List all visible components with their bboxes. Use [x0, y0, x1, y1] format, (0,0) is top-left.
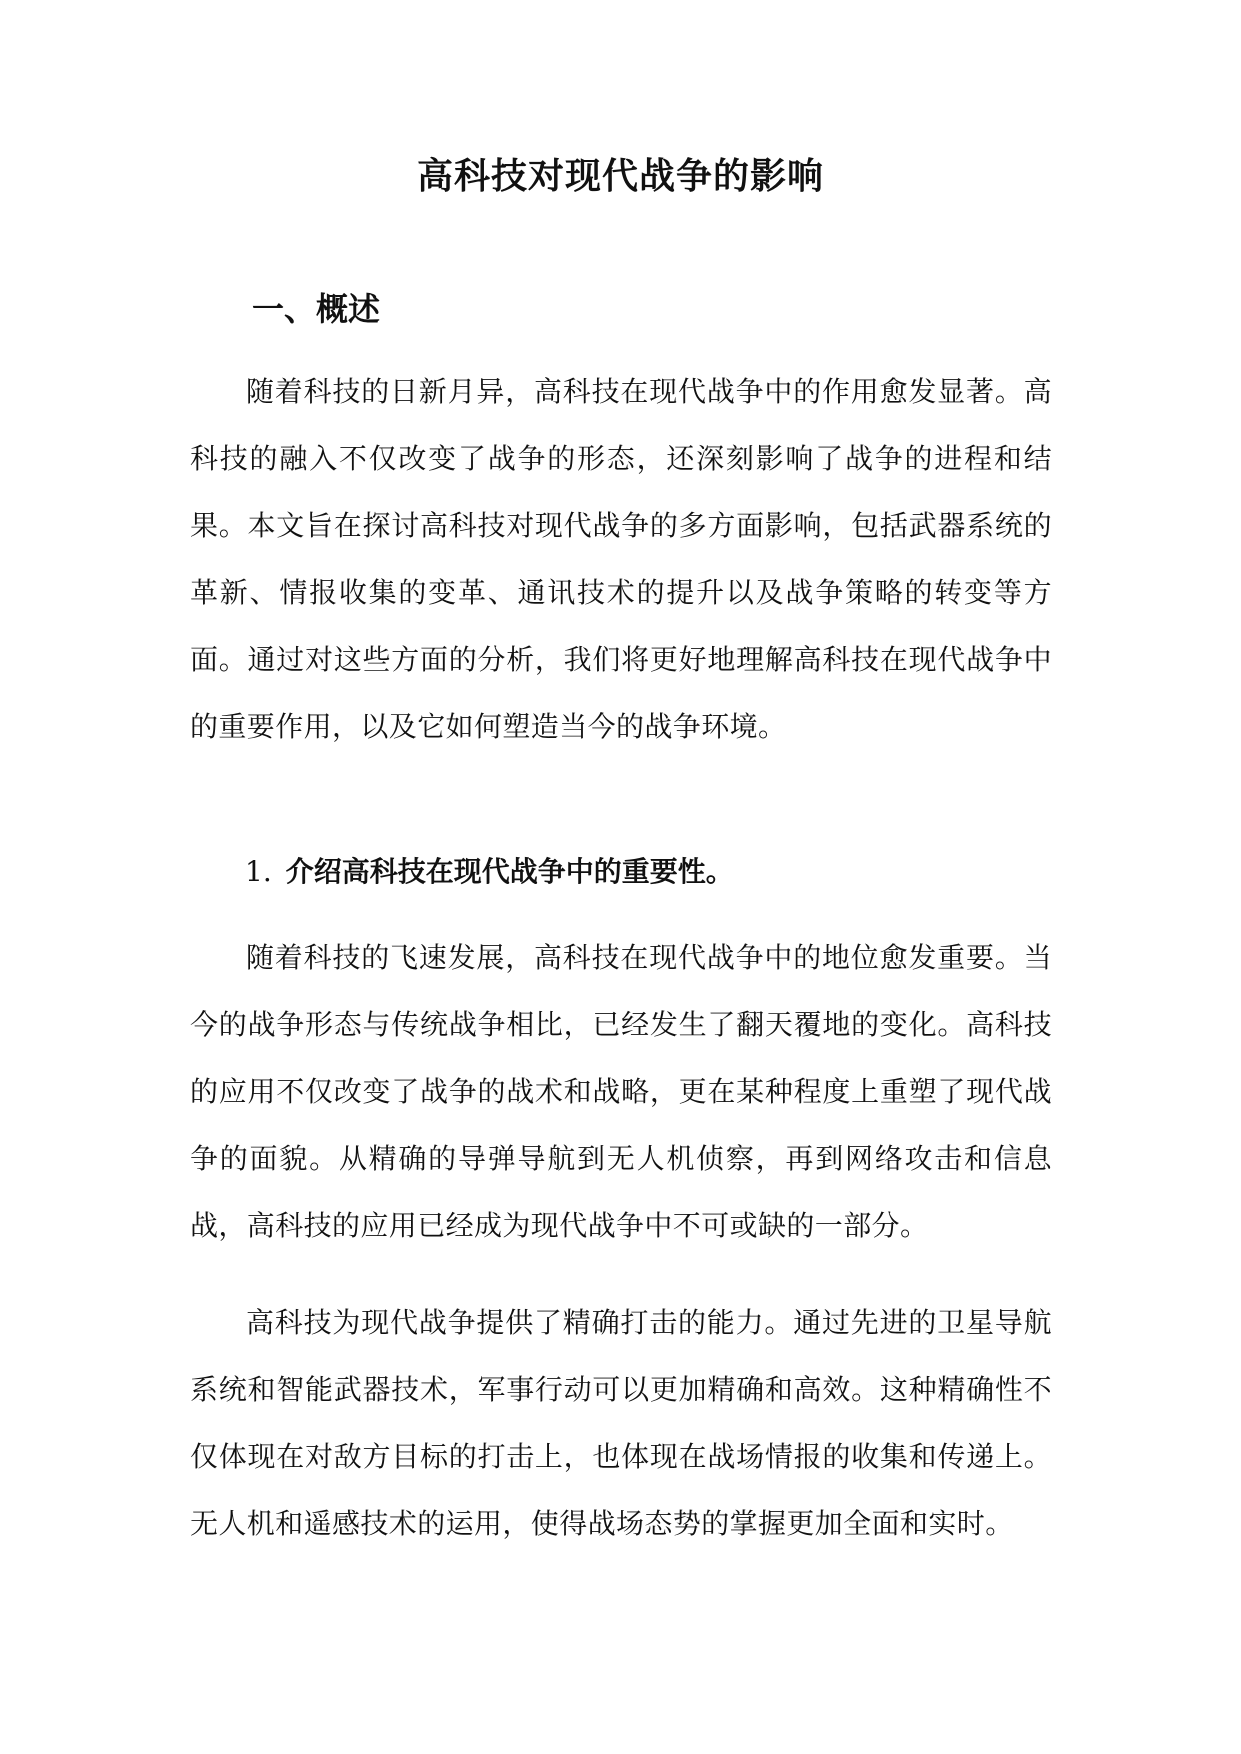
body-paragraph: 随着科技的飞速发展，高科技在现代战争中的地位愈发重要。当今的战争形态与传统战争相比，已经发生了翻天覆地的变化。高科技的应用不仅改变了战争的战术和战略，更在某种程度上重塑了现代战争的面貌。从精确的导弹导航到无人机侦察，再到网络攻击和信息战，高科技的应用已经成为现代战争中不可或缺的一部分。	[190, 941, 1052, 1242]
subsection-heading	[245, 850, 734, 890]
subsection-number: 1.	[245, 855, 272, 888]
page-title: 高科技对现代战争的影响	[416, 156, 824, 197]
section-heading-overview: 一、概述	[252, 290, 381, 328]
body-paragraph: 高科技为现代战争提供了精确打击的能力。通过先进的卫星导航系统和智能武器技术，军事行动可以更加精确和高效。这种精确性不仅体现在对敌方目标的打击上，也体现在战场情报的收集和传递上。无人机和遥感技术的运用，使得战场态势的掌握更加全面和实时。	[190, 1306, 1052, 1540]
overview-paragraph: 随着科技的日新月异，高科技在现代战争中的作用愈发显著。高科技的融入不仅改变了战争的形态，还深刻影响了战争的进程和结果。本文旨在探讨高科技对现代战争的多方面影响，包括武器系统的革新、情报收集的变革、通讯技术的提升以及战争策略的转变等方面。通过对这些方面的分析，我们将更好地理解高科技在现代战争中的重要作用，以及它如何塑造当今的战争环境。	[190, 375, 1052, 743]
subsection-title: 介绍高科技在现代战争中的重要性。	[285, 855, 734, 888]
